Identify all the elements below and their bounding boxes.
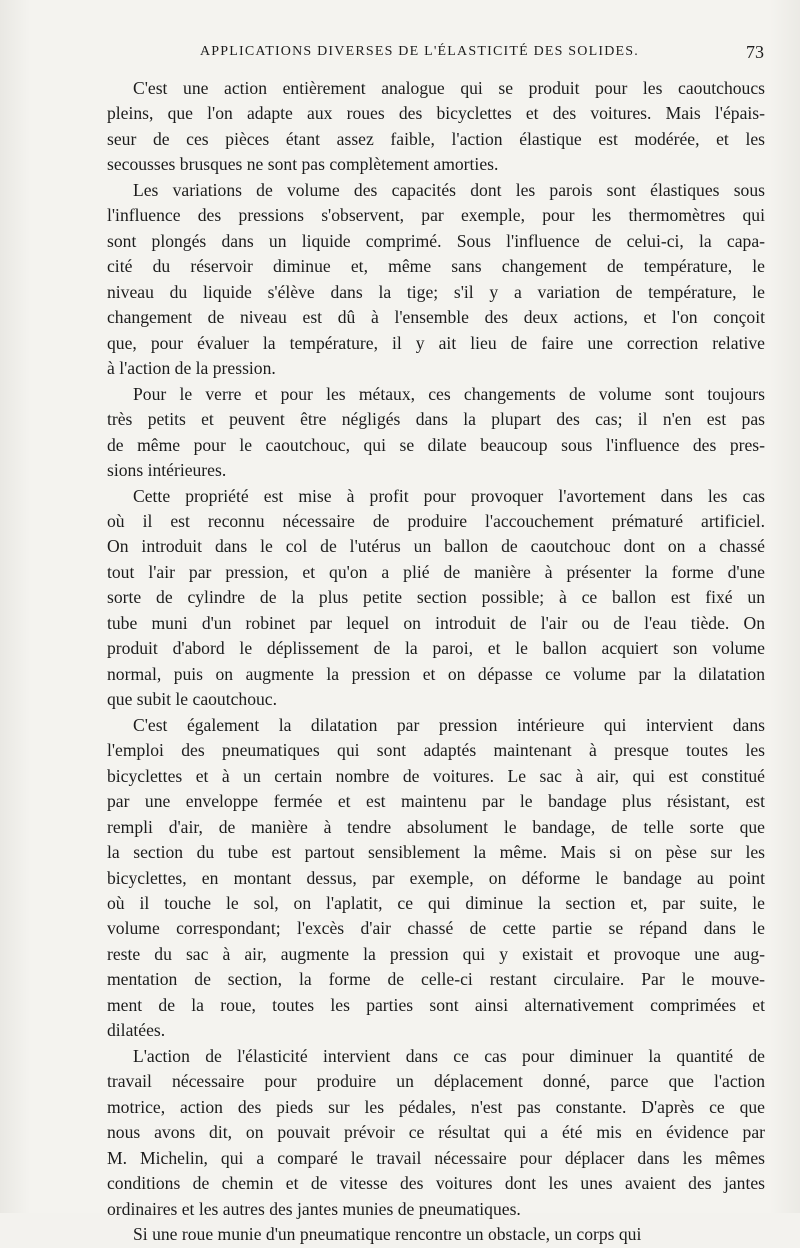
paragraph: [107, 76, 765, 178]
text-line: tout l'air par pression, et qu'on a plié de manière à présenter la forme d'une: [107, 561, 765, 582]
text-line: la section du tube est partout sensiblement la même. Mais si on pèse sur les: [107, 842, 765, 863]
text-line: volume correspondant; l'excès d'air chassé de cette partie se répand dans le: [107, 918, 765, 939]
paragraph: [107, 1044, 765, 1222]
text-line: mentation de section, la forme de celle-ci restant circulaire. Par le mouve-: [107, 969, 765, 990]
text-line: à l'action de la pression.: [107, 358, 276, 379]
text-line: l'influence des pressions s'observent, par exemple, pour les thermomètres qui: [107, 205, 765, 226]
text-line: rempli d'air, de manière à tendre absolument le bandage, de telle sorte que: [107, 816, 765, 837]
text-line: que, pour évaluer la température, il y ait lieu de faire une correction relative: [107, 332, 765, 353]
text-line: L'action de l'élasticité intervient dans ce cas pour diminuer la quantité de: [133, 1045, 765, 1066]
text-line: ment de la roue, toutes les parties sont ainsi alternativement comprimées et: [107, 994, 765, 1015]
text-line: dilatées.: [107, 1020, 166, 1041]
text-line: très petits et peuvent être négligés dans la plupart des cas; il n'en est pas: [107, 409, 765, 430]
text-line: nous avons dit, on pouvait prévoir ce résultat qui a été mis en évidence par: [107, 1122, 765, 1143]
text-line: conditions de chemin et de vitesse des voitures dont les unes avaient des jantes: [107, 1173, 765, 1194]
text-line: normal, puis on augmente la pression et on dépasse ce volume par la dilatation: [107, 663, 765, 684]
text-line: bicyclettes, en montant dessus, par exemple, on déforme le bandage au point: [107, 867, 765, 888]
text-line: par une enveloppe fermée et est maintenu par le bandage plus résistant, est: [107, 791, 765, 812]
text-line: Les variations de volume des capacités dont les parois sont élastiques sous: [133, 179, 765, 200]
text-line: cité du réservoir diminue et, même sans changement de température, le: [107, 256, 765, 277]
text-line: bicyclettes et à un certain nombre de voitures. Le sac à air, qui est constitué: [107, 765, 765, 786]
text-line: de même pour le caoutchouc, qui se dilate beaucoup sous l'influence des pres-: [107, 434, 765, 455]
paragraph: [107, 713, 765, 1044]
paragraph: [107, 1222, 765, 1247]
text-line: travail nécessaire pour produire un déplacement donné, parce que l'action: [107, 1071, 765, 1092]
page-header: [112, 44, 764, 68]
text-line: secousses brusques ne sont pas complètement amorties.: [107, 154, 499, 175]
text-line: Si une roue munie d'un pneumatique rencontre un obstacle, un corps qui: [133, 1224, 642, 1245]
text-line: ordinaires et les autres des jantes munies de pneumatiques.: [107, 1198, 521, 1219]
text-line: Cette propriété est mise à profit pour provoquer l'avortement dans les cas: [133, 485, 765, 506]
body-text: [107, 76, 765, 1248]
paragraph: [107, 382, 765, 484]
running-title: APPLICATIONS DIVERSES DE L'ÉLASTICITÉ DES SOLIDES.: [200, 44, 639, 59]
text-line: C'est une action entièrement analogue qui se produit pour les caoutchoucs: [133, 78, 765, 98]
text-line: seur de ces pièces étant assez faible, l'action élastique est modérée, et les: [107, 128, 765, 149]
text-line: Pour le verre et pour les métaux, ces changements de volume sont toujours: [133, 383, 765, 404]
text-line: reste du sac à air, augmente la pression qui y existait et provoque une aug-: [107, 943, 765, 964]
text-line: pleins, que l'on adapte aux roues des bicyclettes et des voitures. Mais l'épais-: [107, 103, 765, 124]
text-line: sont plongés dans un liquide comprimé. Sous l'influence de celui-ci, la capa-: [107, 230, 765, 251]
text-line: sions intérieures.: [107, 460, 227, 481]
text-line: On introduit dans le col de l'utérus un ballon de caoutchouc dont on a chassé: [107, 536, 765, 557]
text-line: tube muni d'un robinet par lequel on introduit de l'air ou de l'eau tiède. On: [107, 612, 765, 633]
text-line: où il est reconnu nécessaire de produire l'accouchement prématuré artificiel.: [107, 510, 765, 531]
text-line: que subit le caoutchouc.: [107, 689, 278, 710]
page-number: 73: [746, 42, 764, 62]
text-line: produit d'abord le déplissement de la paroi, et le ballon acquiert son volume: [107, 638, 765, 659]
paragraph: [107, 178, 765, 382]
text-line: M. Michelin, qui a comparé le travail nécessaire pour déplacer dans les mêmes: [107, 1147, 765, 1168]
paragraph: [107, 484, 765, 713]
text-line: où il touche le sol, on l'aplatit, ce qui diminue la section et, par suite, le: [107, 893, 765, 913]
text-line: C'est également la dilatation par pression intérieure qui intervient dans: [133, 714, 765, 735]
text-line: changement de niveau est dû à l'ensemble des deux actions, et l'on conçoit: [107, 307, 765, 328]
text-line: motrice, action des pieds sur les pédales, n'est pas constante. D'après ce que: [107, 1096, 765, 1117]
text-line: sorte de cylindre de la plus petite section possible; à ce ballon est fixé un: [107, 587, 765, 608]
text-line: l'emploi des pneumatiques qui sont adaptés maintenant à presque toutes les: [107, 740, 765, 761]
text-line: niveau du liquide s'élève dans la tige; s'il y a variation de température, le: [107, 281, 765, 302]
